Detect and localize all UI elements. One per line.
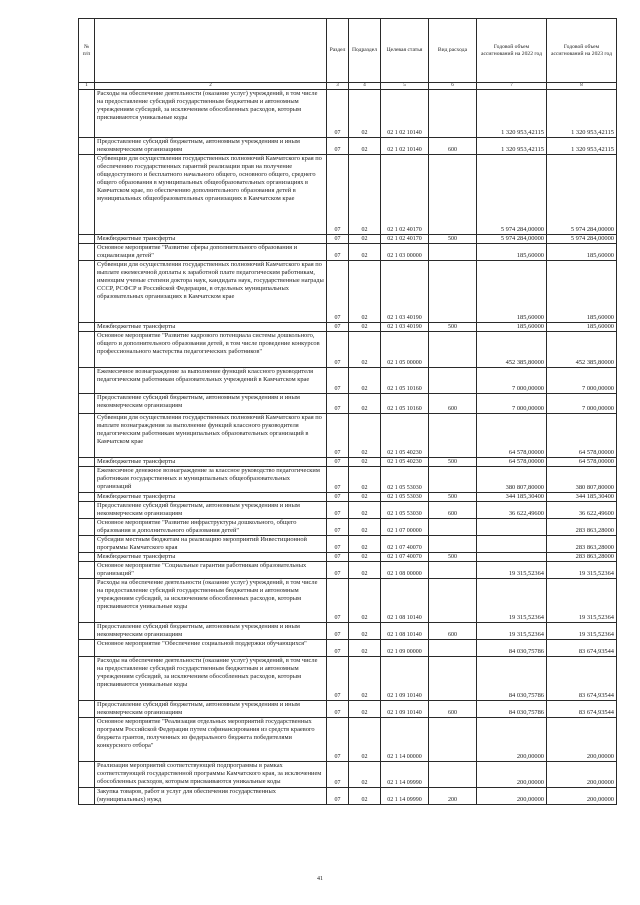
table-body [79,90,617,805]
row-name: Основное мероприятие "Развитие сферы дополнительного образования и социализация детей" [95,244,327,261]
table-row [79,90,617,138]
table-row [79,657,617,701]
row-podrazdel: 02 [349,718,381,762]
row-name: Межбюджетные трансферты [95,553,327,562]
row-razdel: 07 [327,788,349,805]
table-row [79,235,617,244]
column-number: 6 [429,83,477,90]
row-razdel: 07 [327,261,349,323]
table-row [79,701,617,718]
row-podrazdel: 02 [349,368,381,394]
row-razdel: 07 [327,244,349,261]
row-amount-2023: 7 000,00000 [547,394,617,414]
row-csr: 02 1 07 40070 [381,536,429,553]
row-podrazdel: 02 [349,235,381,244]
row-amount-2022: 36 622,49600 [477,502,547,519]
row-name: Предоставление субсидий бюджетным, автономным учреждениям и иным некоммерческим организациям [95,623,327,640]
row-amount-2022: 7 000,00000 [477,394,547,414]
row-podrazdel: 02 [349,701,381,718]
row-vr: 600 [429,701,477,718]
header-csr: Целевая статья [381,19,429,83]
table-row [79,502,617,519]
row-name: Ежемесячное денежное вознаграждение за классное руководство педагогическим работникам государственных и муниципальных общеобразовательных организаций [95,467,327,493]
row-amount-2023: 380 807,80000 [547,467,617,493]
npp [79,90,95,138]
header-2022: Годовой объем ассигнований на 2022 год [477,19,547,83]
page-number: 41 [317,876,323,882]
row-razdel: 07 [327,155,349,235]
row-vr [429,90,477,138]
row-amount-2023: 200,00000 [547,718,617,762]
table-row [79,368,617,394]
npp [79,701,95,718]
row-razdel: 07 [327,640,349,657]
header-npp: № п/п [79,19,95,83]
npp [79,502,95,519]
npp [79,261,95,323]
row-amount-2023: 200,00000 [547,788,617,805]
row-amount-2022: 64 578,00000 [477,414,547,458]
table-row [79,467,617,493]
npp [79,138,95,155]
row-vr [429,244,477,261]
row-podrazdel: 02 [349,562,381,579]
row-csr: 02 1 09 10140 [381,657,429,701]
row-amount-2023: 283 863,28000 [547,519,617,536]
row-amount-2023: 19 315,52364 [547,562,617,579]
row-amount-2022: 185,60000 [477,244,547,261]
npp [79,623,95,640]
row-name: Реализация мероприятий соответствующей подпрограммы в рамках соответствующей государственной программы Камчатского края, за исключением обособленных расходов, которым присваиваются уникальные коды [95,762,327,788]
row-name: Межбюджетные трансферты [95,493,327,502]
row-podrazdel: 02 [349,579,381,623]
row-csr: 02 1 07 00000 [381,519,429,536]
row-amount-2023: 283 863,28000 [547,536,617,553]
header-vr: Вид расхода [429,19,477,83]
row-podrazdel: 02 [349,323,381,332]
row-amount-2022: 5 974 284,00000 [477,235,547,244]
row-csr: 02 1 05 40230 [381,414,429,458]
table-row [79,244,617,261]
row-amount-2023: 36 622,49600 [547,502,617,519]
column-number: 5 [381,83,429,90]
row-razdel: 07 [327,701,349,718]
npp [79,493,95,502]
row-amount-2023: 64 578,00000 [547,414,617,458]
table-row [79,788,617,805]
row-amount-2022: 1 320 953,42115 [477,90,547,138]
row-podrazdel: 02 [349,261,381,323]
row-name: Расходы на обеспечение деятельности (оказание услуг) учреждений, в том числе на предоставление субсидий государственным бюджетным и автономным учреждениям субсидий, за исключением обособленных расходов, которым присваиваются уникальные коды [95,90,327,138]
row-csr: 02 1 02 40170 [381,235,429,244]
row-podrazdel: 02 [349,788,381,805]
row-name: Предоставление субсидий бюджетным, автономным учреждениям и иным некоммерческим организациям [95,701,327,718]
row-razdel: 07 [327,493,349,502]
row-amount-2022 [477,536,547,553]
row-name: Межбюджетные трансферты [95,323,327,332]
column-number: 1 [79,83,95,90]
row-name: Закупка товаров, работ и услуг для обеспечения государственных (муниципальных) нужд [95,788,327,805]
row-name: Субвенции для осуществления государственных полномочий Камчатского края по обеспечению государственных гарантий реализации прав на получение общедоступного и бесплатного начального общего, основного общего, среднего общего образования в муниципальных общеобразовательных организациях в Камчатском крае, по обеспечению дополнительного образования детей в муниципальных общеобразовательных организациях в Камчатском крае [95,155,327,235]
row-amount-2022: 344 185,30400 [477,493,547,502]
row-razdel: 07 [327,414,349,458]
row-csr: 02 1 08 10140 [381,623,429,640]
row-razdel: 07 [327,553,349,562]
row-podrazdel: 02 [349,493,381,502]
row-amount-2023: 19 315,52364 [547,579,617,623]
row-podrazdel: 02 [349,762,381,788]
row-name: Предоставление субсидий бюджетным, автономным учреждениям и иным некоммерческим организациям [95,502,327,519]
row-razdel: 07 [327,718,349,762]
row-amount-2022: 84 030,75786 [477,657,547,701]
row-vr [429,579,477,623]
row-podrazdel: 02 [349,155,381,235]
row-razdel: 07 [327,467,349,493]
row-podrazdel: 02 [349,640,381,657]
row-razdel: 07 [327,579,349,623]
row-amount-2022: 200,00000 [477,788,547,805]
row-podrazdel: 02 [349,536,381,553]
row-amount-2022: 19 315,52364 [477,562,547,579]
row-csr: 02 1 09 10140 [381,701,429,718]
row-amount-2022: 380 807,80000 [477,467,547,493]
table-row [79,579,617,623]
row-vr: 600 [429,394,477,414]
row-vr [429,536,477,553]
row-amount-2022: 84 030,75786 [477,701,547,718]
row-vr [429,261,477,323]
row-amount-2023: 83 674,93544 [547,701,617,718]
row-amount-2023: 185,60000 [547,261,617,323]
row-csr: 02 1 03 40190 [381,323,429,332]
row-amount-2022: 200,00000 [477,762,547,788]
row-podrazdel: 02 [349,519,381,536]
npp [79,640,95,657]
row-podrazdel: 02 [349,90,381,138]
table-row [79,323,617,332]
row-amount-2023: 200,00000 [547,762,617,788]
table-row [79,762,617,788]
table-row [79,155,617,235]
npp [79,368,95,394]
column-number: 8 [547,83,617,90]
row-csr: 02 1 05 53030 [381,467,429,493]
row-razdel: 07 [327,562,349,579]
row-vr [429,467,477,493]
row-vr: 500 [429,235,477,244]
table-row [79,394,617,414]
row-amount-2023: 64 578,00000 [547,458,617,467]
row-csr: 02 1 02 40170 [381,155,429,235]
row-amount-2022: 64 578,00000 [477,458,547,467]
row-amount-2023: 185,60000 [547,323,617,332]
row-podrazdel: 02 [349,394,381,414]
row-vr: 200 [429,788,477,805]
row-razdel: 07 [327,138,349,155]
row-name: Основное мероприятие "Развитие кадрового потенциала системы дошкольного, общего и дополнительного образования детей, в том числе проведение конкурсов профессионального мастерства педагогических работников" [95,332,327,368]
row-podrazdel: 02 [349,414,381,458]
row-amount-2023: 19 315,52364 [547,623,617,640]
row-name: Расходы на обеспечение деятельности (оказание услуг) учреждений, в том числе на предоставление субсидий государственным бюджетным и автономным учреждениям субсидий, за исключением обособленных расходов, которым присваиваются уникальные коды [95,579,327,623]
row-csr: 02 1 07 40070 [381,553,429,562]
column-number-row [79,83,617,90]
row-amount-2023: 5 974 284,00000 [547,155,617,235]
row-razdel: 07 [327,762,349,788]
row-amount-2023: 344 185,30400 [547,493,617,502]
row-razdel: 07 [327,519,349,536]
row-amount-2022: 185,60000 [477,261,547,323]
row-razdel: 07 [327,323,349,332]
row-razdel: 07 [327,368,349,394]
table-row [79,623,617,640]
row-amount-2022: 1 320 953,42115 [477,138,547,155]
npp [79,788,95,805]
row-razdel: 07 [327,657,349,701]
row-amount-2022 [477,553,547,562]
row-csr: 02 1 03 40190 [381,261,429,323]
row-podrazdel: 02 [349,657,381,701]
row-name: Основное мероприятие "Обеспечение социальной поддержки обучающихся" [95,640,327,657]
header-2023: Годовой объем ассигнований на 2023 год [547,19,617,83]
header-name [95,19,327,83]
table-row [79,332,617,368]
row-name: Основное мероприятие "Развитие инфраструктуры дошкольного, общего образования и дополнительного образования детей" [95,519,327,536]
row-amount-2022: 84 030,75786 [477,640,547,657]
row-csr: 02 1 05 53030 [381,493,429,502]
npp [79,323,95,332]
row-vr [429,332,477,368]
row-vr [429,562,477,579]
row-amount-2023: 1 320 953,42115 [547,138,617,155]
row-vr: 600 [429,623,477,640]
npp [79,762,95,788]
column-number: 4 [349,83,381,90]
row-razdel: 07 [327,235,349,244]
row-amount-2023: 1 320 953,42115 [547,90,617,138]
table-row [79,414,617,458]
row-csr: 02 1 05 10160 [381,394,429,414]
npp [79,657,95,701]
npp [79,562,95,579]
row-vr: 500 [429,553,477,562]
row-csr: 02 1 09 00000 [381,640,429,657]
column-number: 3 [327,83,349,90]
row-amount-2022: 185,60000 [477,323,547,332]
row-podrazdel: 02 [349,623,381,640]
npp [79,467,95,493]
npp [79,244,95,261]
row-vr [429,368,477,394]
row-razdel: 07 [327,623,349,640]
row-amount-2023: 7 000,00000 [547,368,617,394]
row-amount-2023: 452 385,80000 [547,332,617,368]
row-name: Основное мероприятие "Реализация отдельных мероприятий государственных программ Российской Федерации путем софинансирования из средств краевого бюджета грантов, полученных из федерального бюджета победителями конкурсного отбора" [95,718,327,762]
row-razdel: 07 [327,332,349,368]
row-razdel: 07 [327,502,349,519]
row-razdel: 07 [327,536,349,553]
table-row [79,458,617,467]
row-amount-2023: 283 863,28000 [547,553,617,562]
row-vr: 500 [429,458,477,467]
row-amount-2023: 83 674,93544 [547,640,617,657]
npp [79,414,95,458]
row-name: Основное мероприятие "Социальные гарантии работникам образовательных организаций" [95,562,327,579]
row-vr [429,657,477,701]
row-amount-2022: 7 000,00000 [477,368,547,394]
row-name: Субвенции для осуществления государственных полномочий Камчатского края по выплате ежемесячной доплаты к заработной плате педагогическим работникам, имеющим ученые степени доктора наук, кандидата наук, государственные награды СССР, РСФСР и Российской Федерации, в отдельных муниципальных образовательных организациях в Камчатском крае [95,261,327,323]
row-vr: 500 [429,323,477,332]
row-csr: 02 1 08 10140 [381,579,429,623]
header-razdel: Раздел [327,19,349,83]
row-name: Предоставление субсидий бюджетным, автономным учреждениям и иным некоммерческим организациям [95,394,327,414]
row-amount-2022: 200,00000 [477,718,547,762]
row-vr [429,155,477,235]
table-row [79,553,617,562]
row-vr: 500 [429,493,477,502]
npp [79,458,95,467]
row-amount-2022: 19 315,52364 [477,623,547,640]
row-name: Межбюджетные трансферты [95,458,327,467]
column-number: 2 [95,83,327,90]
row-name: Предоставление субсидий бюджетным, автономным учреждениям и иным некоммерческим организациям [95,138,327,155]
row-csr: 02 1 14 09990 [381,762,429,788]
budget-table [78,18,617,805]
row-podrazdel: 02 [349,553,381,562]
row-name: Межбюджетные трансферты [95,235,327,244]
row-csr: 02 1 08 00000 [381,562,429,579]
npp [79,394,95,414]
row-csr: 02 1 05 00000 [381,332,429,368]
row-vr [429,519,477,536]
table-row [79,261,617,323]
row-csr: 02 1 14 09990 [381,788,429,805]
row-podrazdel: 02 [349,244,381,261]
header-row [79,19,617,83]
row-vr [429,414,477,458]
table-row [79,493,617,502]
row-vr: 600 [429,138,477,155]
row-podrazdel: 02 [349,138,381,155]
row-razdel: 07 [327,394,349,414]
row-name: Субсидии местным бюджетам на реализацию мероприятий Инвестиционной программы Камчатского края [95,536,327,553]
npp [79,519,95,536]
row-csr: 02 1 05 10160 [381,368,429,394]
row-csr: 02 1 02 10140 [381,138,429,155]
npp [79,155,95,235]
table-row [79,562,617,579]
row-vr: 600 [429,502,477,519]
row-amount-2022 [477,519,547,536]
row-amount-2023: 5 974 284,00000 [547,235,617,244]
row-podrazdel: 02 [349,458,381,467]
table-row [79,718,617,762]
row-csr: 02 1 14 00000 [381,718,429,762]
row-name: Ежемесячное вознаграждение за выполнение функций классного руководителя педагогическим работникам образовательных учреждений в Камчатском крае [95,368,327,394]
row-podrazdel: 02 [349,332,381,368]
row-amount-2023: 83 674,93544 [547,657,617,701]
row-csr: 02 1 03 00000 [381,244,429,261]
table-row [79,536,617,553]
row-podrazdel: 02 [349,502,381,519]
table-row [79,519,617,536]
row-amount-2022: 5 974 284,00000 [477,155,547,235]
npp [79,553,95,562]
row-razdel: 07 [327,458,349,467]
row-razdel: 07 [327,90,349,138]
row-vr [429,640,477,657]
row-podrazdel: 02 [349,467,381,493]
column-number: 7 [477,83,547,90]
npp [79,536,95,553]
row-amount-2023: 185,60000 [547,244,617,261]
row-name: Субвенции для осуществления государственных полномочий Камчатского края по выплате вознаграждения за выполнение функций классного руководителя педагогическим работникам муниципальных образовательных организаций в Камчатском крае [95,414,327,458]
row-csr: 02 1 02 10140 [381,90,429,138]
npp [79,235,95,244]
row-vr [429,762,477,788]
row-name: Расходы на обеспечение деятельности (оказание услуг) учреждений, в том числе на предоставление субсидий государственным бюджетным и автономным учреждениям субсидий, за исключением обособленных расходов, которым присваиваются уникальные коды [95,657,327,701]
npp [79,332,95,368]
table-row [79,138,617,155]
npp [79,579,95,623]
row-csr: 02 1 05 53030 [381,502,429,519]
row-vr [429,718,477,762]
table-row [79,640,617,657]
row-amount-2022: 19 315,52364 [477,579,547,623]
row-csr: 02 1 05 40230 [381,458,429,467]
npp [79,718,95,762]
row-amount-2022: 452 385,80000 [477,332,547,368]
header-podrazdel: Подраздел [349,19,381,83]
